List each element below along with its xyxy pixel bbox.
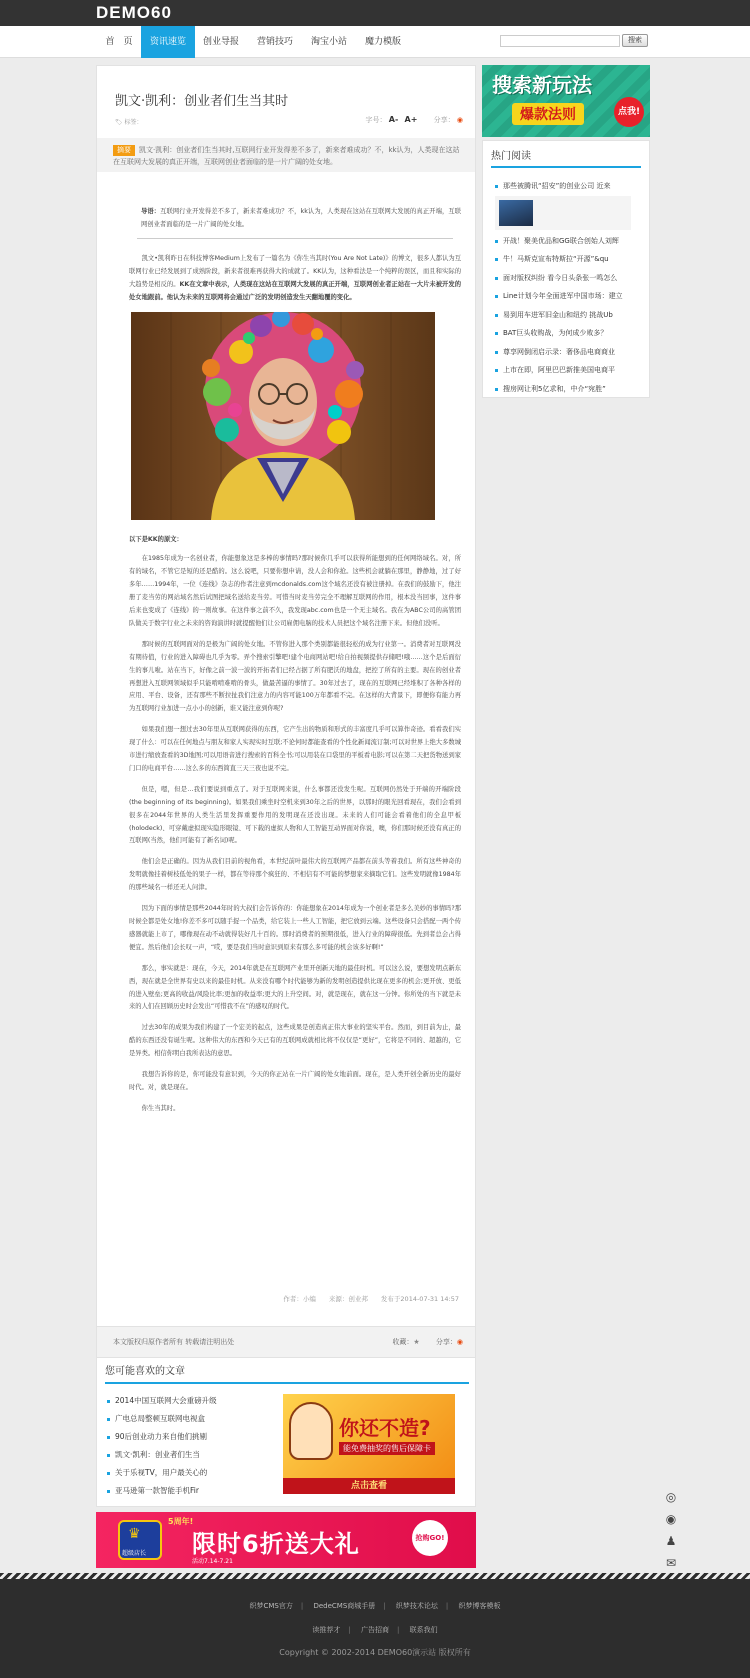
paragraph-6: 他们会是正确的。因为从我们目前的视角看，本世纪前叶最伟大的互联网产品都在前头等着我们。所有这些神奇的发明就像挂着树枝低处的果子一样，都在等待那个疯狂的、不相信有不可能的梦想家来摘取它们。这些发明就像1984年的那些域名一样还无人问津。 xyxy=(129,858,461,892)
share-label: 分享： xyxy=(433,116,455,124)
paragraph-5: 但是，嗯，但是…我们要说到重点了。对于互联网来说，什么事都还没发生呢。互联网仍然处于开端的开端阶段(the beginning of its beginning)。如果我们乘坐时空机来到30年之后的世界，以那时的眼光回看现在，我们会看到很多在2044年世界的人类生活里发挥重要作用的发明现在还没出现。未来的人们可能会看着他们的全息甲板(holodeck)、可穿戴虚拟现实隐形眼镜、可下载的虚拟人物和人工智能互动界面对你说，噢，你们那时候还没有真正的互联网(当然，他们可能有了新名词)呢。 xyxy=(129,785,461,845)
crown-icon xyxy=(118,1520,162,1560)
related-item[interactable]: 2014中国互联网大会重磅升级 xyxy=(107,1392,217,1410)
weibo-icon[interactable]: ◉ xyxy=(456,1338,463,1346)
hot-item[interactable]: 开战！聚美优品和GG联合创始人刘辉 xyxy=(495,232,645,251)
hot-item[interactable]: 尊享网倒闭启示录：奢侈品电商商业 xyxy=(495,343,645,362)
hot-item[interactable]: 面对版权纠纷 看今日头条张一鸣怎么 xyxy=(495,269,645,288)
separator: | xyxy=(348,1626,351,1634)
article-signature: 作者：小编 来源：创业邦 发布于2014-07-31 14:57 xyxy=(283,1295,459,1303)
footer-link[interactable]: 广告招商 xyxy=(361,1626,389,1634)
divider xyxy=(137,238,453,239)
related-item[interactable]: 关于乐视TV，用户最关心的 xyxy=(107,1464,217,1482)
main-nav xyxy=(0,26,750,58)
star-icon[interactable]: ★ xyxy=(413,1338,420,1346)
paragraph-2: 在1985年成为一名创业者，你能想象这是多棒的事情吗?那时候你几乎可以获得所能想到的任何网络域名。对，所有的域名，不管它是短的还是酷的。这么说吧，只要你想申请，没人会和你抢。这些机会就躺在那里，静静地，过了好多年……1994年，一位《连线》杂志的作者注意到mcdonalds.com这个域名还没有被注册掉。在我们的鼓励下，他注册了麦当劳的网站域名然后试图把域名送给麦当劳。可惜当时麦当劳完全不理解互联网的作用，根本没当回事，这件事后来也变成了《连线》的一则故事。在这件事之前不久，我发现abc.com也是一个无主域名。我在为ABC公司的高管团队做关于数字行业之未来的咨询演讲时就提醒他们让公司雇佣电脑的技术人员把这个域名注册下来。但他们没听。 xyxy=(129,555,461,627)
nav-item-marketing[interactable]: 营销技巧 xyxy=(256,37,293,47)
hot-item[interactable]: 上市在即，阿里巴巴新推美国电商平 xyxy=(495,361,645,380)
related-item[interactable]: 凯文·凯利：创业者们生当 xyxy=(107,1446,217,1464)
article-body xyxy=(97,206,475,1124)
warranty-ad[interactable] xyxy=(283,1394,455,1494)
nav-item-home[interactable]: 首 页 xyxy=(105,37,133,47)
side-ad-button[interactable]: 点我! xyxy=(614,97,644,127)
portrait-image xyxy=(131,312,435,520)
tag-label: 标签： xyxy=(124,119,143,126)
related-list xyxy=(107,1392,217,1500)
paragraph-9: 过去30年的成果为我们构建了一个宏美的起点，这些成果是创造真正伟大事业的坚实平台。然而，到目前为止，最酷的东西还没有诞生呢。这种伟大的东西和今天已有的互联网成就相比将不仅仅是“更好”，它将是不同的、超越的，它是异类。相信你明白我所表达的意思。 xyxy=(129,1024,461,1058)
footer-link[interactable]: DedeCMS商城手册 xyxy=(313,1602,376,1610)
hot-item[interactable]: 牛！马斯克宣布特斯拉“开源”&qu xyxy=(495,250,645,269)
hot-item[interactable]: 搜房网让利5亿求和，中介“宛胜” xyxy=(495,380,645,399)
related-item[interactable]: 90后创业动力来自他们挑剔 xyxy=(107,1428,217,1446)
footer-links-primary xyxy=(0,1601,750,1611)
hot-thumbnail-box xyxy=(495,196,631,230)
weibo-float-icon[interactable]: ◎ xyxy=(665,1490,677,1504)
article-tools xyxy=(366,115,463,125)
nav-item-taobao[interactable]: 淘宝小站 xyxy=(310,37,347,47)
copybar-actions xyxy=(392,1337,463,1347)
footer-edge xyxy=(0,1573,750,1579)
weibo-share-icon[interactable]: ◉ xyxy=(456,116,463,124)
tag-icon: 🏷 xyxy=(115,119,125,126)
mascot-icon xyxy=(289,1402,333,1460)
related-articles xyxy=(96,1357,476,1507)
lead-paragraph xyxy=(129,206,461,232)
footer-links-secondary xyxy=(0,1625,750,1635)
search-button[interactable]: 搜索 xyxy=(622,34,648,47)
side-ad[interactable] xyxy=(482,65,650,137)
related-heading: 您可能喜欢的文章 xyxy=(105,1366,185,1377)
search-input[interactable] xyxy=(500,35,620,47)
bottom-banner-ad[interactable] xyxy=(96,1512,476,1568)
separator: | xyxy=(300,1602,304,1610)
separator: | xyxy=(445,1602,449,1610)
footer-copyright: Copyright © 2002-2014 DEMO60演示站 版权所有 xyxy=(279,1648,471,1657)
font-large-button[interactable]: A+ xyxy=(404,115,418,124)
nav-item-templates[interactable]: 魔力模版 xyxy=(364,37,401,47)
related-item[interactable]: 广电总局整顿互联网电视盒 xyxy=(107,1410,217,1428)
ad-subtitle: 能免费抽奖的售后保障卡 xyxy=(339,1442,435,1455)
side-ad-title: 搜索新玩法 xyxy=(492,73,592,97)
ad-headline: 你还不造? xyxy=(339,1416,431,1440)
footer-link[interactable]: 织梦CMS官方 xyxy=(249,1602,293,1610)
copyright-notice: 本文版权归原作者所有 转载请注明出处 xyxy=(113,1338,235,1346)
qq-penguin-icon[interactable]: ♟ xyxy=(665,1534,677,1548)
copyright-bar xyxy=(96,1327,476,1357)
footer xyxy=(0,1579,750,1678)
nav-item-news[interactable]: 资讯速览 xyxy=(141,26,195,58)
footer-link[interactable]: 织梦技术论坛 xyxy=(395,1602,438,1610)
collect-label: 收藏： xyxy=(392,1338,414,1346)
nav-item-startup[interactable]: 创业导报 xyxy=(202,37,239,47)
hot-item[interactable]: BAT巨头收购战，为何成少败多？ xyxy=(495,324,645,343)
banner-badge: 超级店长 xyxy=(122,1550,147,1557)
portrait-illustration xyxy=(131,312,435,520)
hot-underline xyxy=(491,166,641,168)
summary-text: 凯文·凯利：创业者们生当其时,互联网行业开发得差不多了，新来者难成功？不，kk认为，人类现在这站在互联网大发展的真正开端，互联网创业者面临的是一片广阔的处女地。 xyxy=(113,146,460,166)
hot-list xyxy=(495,177,645,398)
article-title: 凯文·凯利：创业者们生当其时 xyxy=(115,94,289,109)
banner-buy-button[interactable]: 抢购GO! xyxy=(412,1520,448,1556)
copybar-share-label: 分享： xyxy=(435,1338,457,1346)
font-small-button[interactable]: A- xyxy=(388,115,399,124)
separator: | xyxy=(397,1626,400,1634)
lead-text: 互联网行业开发得差不多了，新来者难成功？不，kk认为，人类现在这站在互联网大发展的真正开端，互联网创业者面临的是一片广阔的处女地。 xyxy=(141,208,462,228)
summary-tag: 摘要 xyxy=(113,145,135,156)
paragraph-8: 那么，事实就是：现在，今天，2014年就是在互联网产业里开创新天地的最佳时机。可以这么说，要想发明点新东西，现在就是全世界有史以来的最佳时机。从来没有哪个时代能够为新的发明创造提供比现在更多的机会;更开放、更低的进入壁垒;更高的收益/风险比率;更加的收益率;更大的上升空间。对，就是现在，就在这一分钟。你所处的当下就是未来的人们在回顾历史时会发出“可惜我不在”的感叹的时代。 xyxy=(129,964,461,1011)
related-underline xyxy=(105,1382,469,1384)
paragraph-1-bold: KK在文章中表示，人类现在这站在互联网大发展的真正开端，互联网创业者正站在一大片未被开发的处女地跟前。他认为未来的互联网将会通过广泛的发明创造发生天翻地覆的变化。 xyxy=(129,280,461,301)
paragraph-4: 如果我们想一想过去30年里从互联网获得的东西，它产生出的物质和形式的丰富度几乎可以算作奇迹。看看我们实现了什么：可以在任何地点与朋友和家人实现实时互联;不论何时都能查看的个性化新闻流订制;可以对世界上绝大多数城市进行缩放查看的3D地图;可以用语音进行搜索的百科全书;可以用装在口袋里的平板看电影;可以在第二天把货物送到家门口的电商平台……这么多的东西简直三天三夜也说不完。 xyxy=(129,726,461,772)
hot-item[interactable]: 那些被腾讯“招安”的创业公司 近来 xyxy=(495,177,645,196)
hot-item[interactable]: 易到用车进军旧金山和纽约 挑战Ub xyxy=(495,306,645,325)
hot-heading: 热门阅读 xyxy=(491,151,531,162)
tag-row xyxy=(115,117,143,126)
banner-main-text: 限时6折送大礼 xyxy=(192,1530,360,1558)
hot-thumbnail[interactable] xyxy=(499,200,533,226)
mail-icon[interactable]: ✉ xyxy=(665,1556,677,1570)
paragraph-1-text: 凯文•凯利昨日在科技博客Medium上发布了一篇名为《你生当其时(You Are Not Late)》的博文，很多人都认为互联网行业已经发展到了成熟阶段，新来者很难再获得大的成就了。KK认为，这种看法是一个纯粹的误区，而且和实际的大趋势是相反的。 xyxy=(129,254,461,288)
site-logo[interactable]: DEMO60 xyxy=(96,3,172,22)
kk-heading: 以下是KK的原文： xyxy=(129,536,183,544)
article-card xyxy=(96,65,476,1327)
hot-item[interactable]: Line计划今年全面进军中国市场：建立 xyxy=(495,287,645,306)
paragraph-1 xyxy=(129,253,461,305)
floating-share-icons xyxy=(662,1488,682,1576)
related-item[interactable]: 亚马逊第一款智能手机Fir xyxy=(107,1482,217,1500)
banner-date: 活动7.14-7.21 xyxy=(192,1558,233,1565)
footer-link[interactable]: 织梦博客模板 xyxy=(458,1602,501,1610)
side-ad-subtitle: 爆款法则 xyxy=(512,103,584,125)
font-size-label: 字号： xyxy=(365,116,387,124)
paragraph-10: 我想告诉你的是，你可能没有意识到，今天的你正站在一片广阔的处女地前面。现在，是人类开创全新历史的最好时代。对，就是现在。 xyxy=(129,1071,461,1091)
tencent-weibo-icon[interactable]: ◉ xyxy=(665,1512,677,1526)
footer-link[interactable]: 联系我们 xyxy=(409,1626,438,1634)
summary-box xyxy=(97,138,475,172)
ad-button[interactable]: 点击查看 xyxy=(283,1478,455,1494)
hot-reading xyxy=(482,140,650,398)
paragraph-7: 因为下面的事情是那些2044年时的大叔们会告诉你的：你能想象在2014年成为一个创业者是多么美妙的事情吗?那时候全都是处女地!你差不多可以随手捉一个品类，给它装上一些人工智能，把它放到云端。这些设备只会搭配一两个传感器就能上市了，哪像现在动不动就得装好几十百的。那时消费者的预期很低，进入行业的障碍很低。先到者总会占得便宜。然后他们会长叹一声，“哎，要是我们当时意识到原来有那么多可能的机会该多好啊!” xyxy=(129,905,461,951)
separator: | xyxy=(383,1602,386,1610)
footer-link[interactable]: 读推荐才 xyxy=(312,1626,341,1634)
top-bar xyxy=(0,0,750,26)
banner-tag: 5周年! xyxy=(168,1517,194,1526)
paragraph-3: 那时候的互联网面对的是极为广阔的处女地。不管你进入那个类别都能很轻松的成为行业第一。消费者对互联网没有期待值，行业的进入障碍也几乎为零。弄个搜索引擎吧!建个电商网站吧!给自拍视频提供存储吧!哦……这个是后面衍生的事儿啦。站在当下，好像之前一波一波的开拓者们已经占据了所有肥沃的地盘，把控了所有的主要。现在的创业者再想进入互联网领域似乎只能啃啃难啃的骨头，做最苦逼的事情了。30年过去了，现在的互联网已经堆积了各种各样的应用、平台、设备，还有那些不断拉扯我们注意力的内容可能100万年都看不完。在这样的大背景下，即便你有能力再为互联网行业加进一点小小的创新，谁又能注意到你呢? xyxy=(129,640,461,713)
lead-label: 导语： xyxy=(141,208,161,215)
paragraph-11: 你生当其时。 xyxy=(141,1104,180,1112)
crown-glyph: ♛ xyxy=(128,1526,141,1542)
